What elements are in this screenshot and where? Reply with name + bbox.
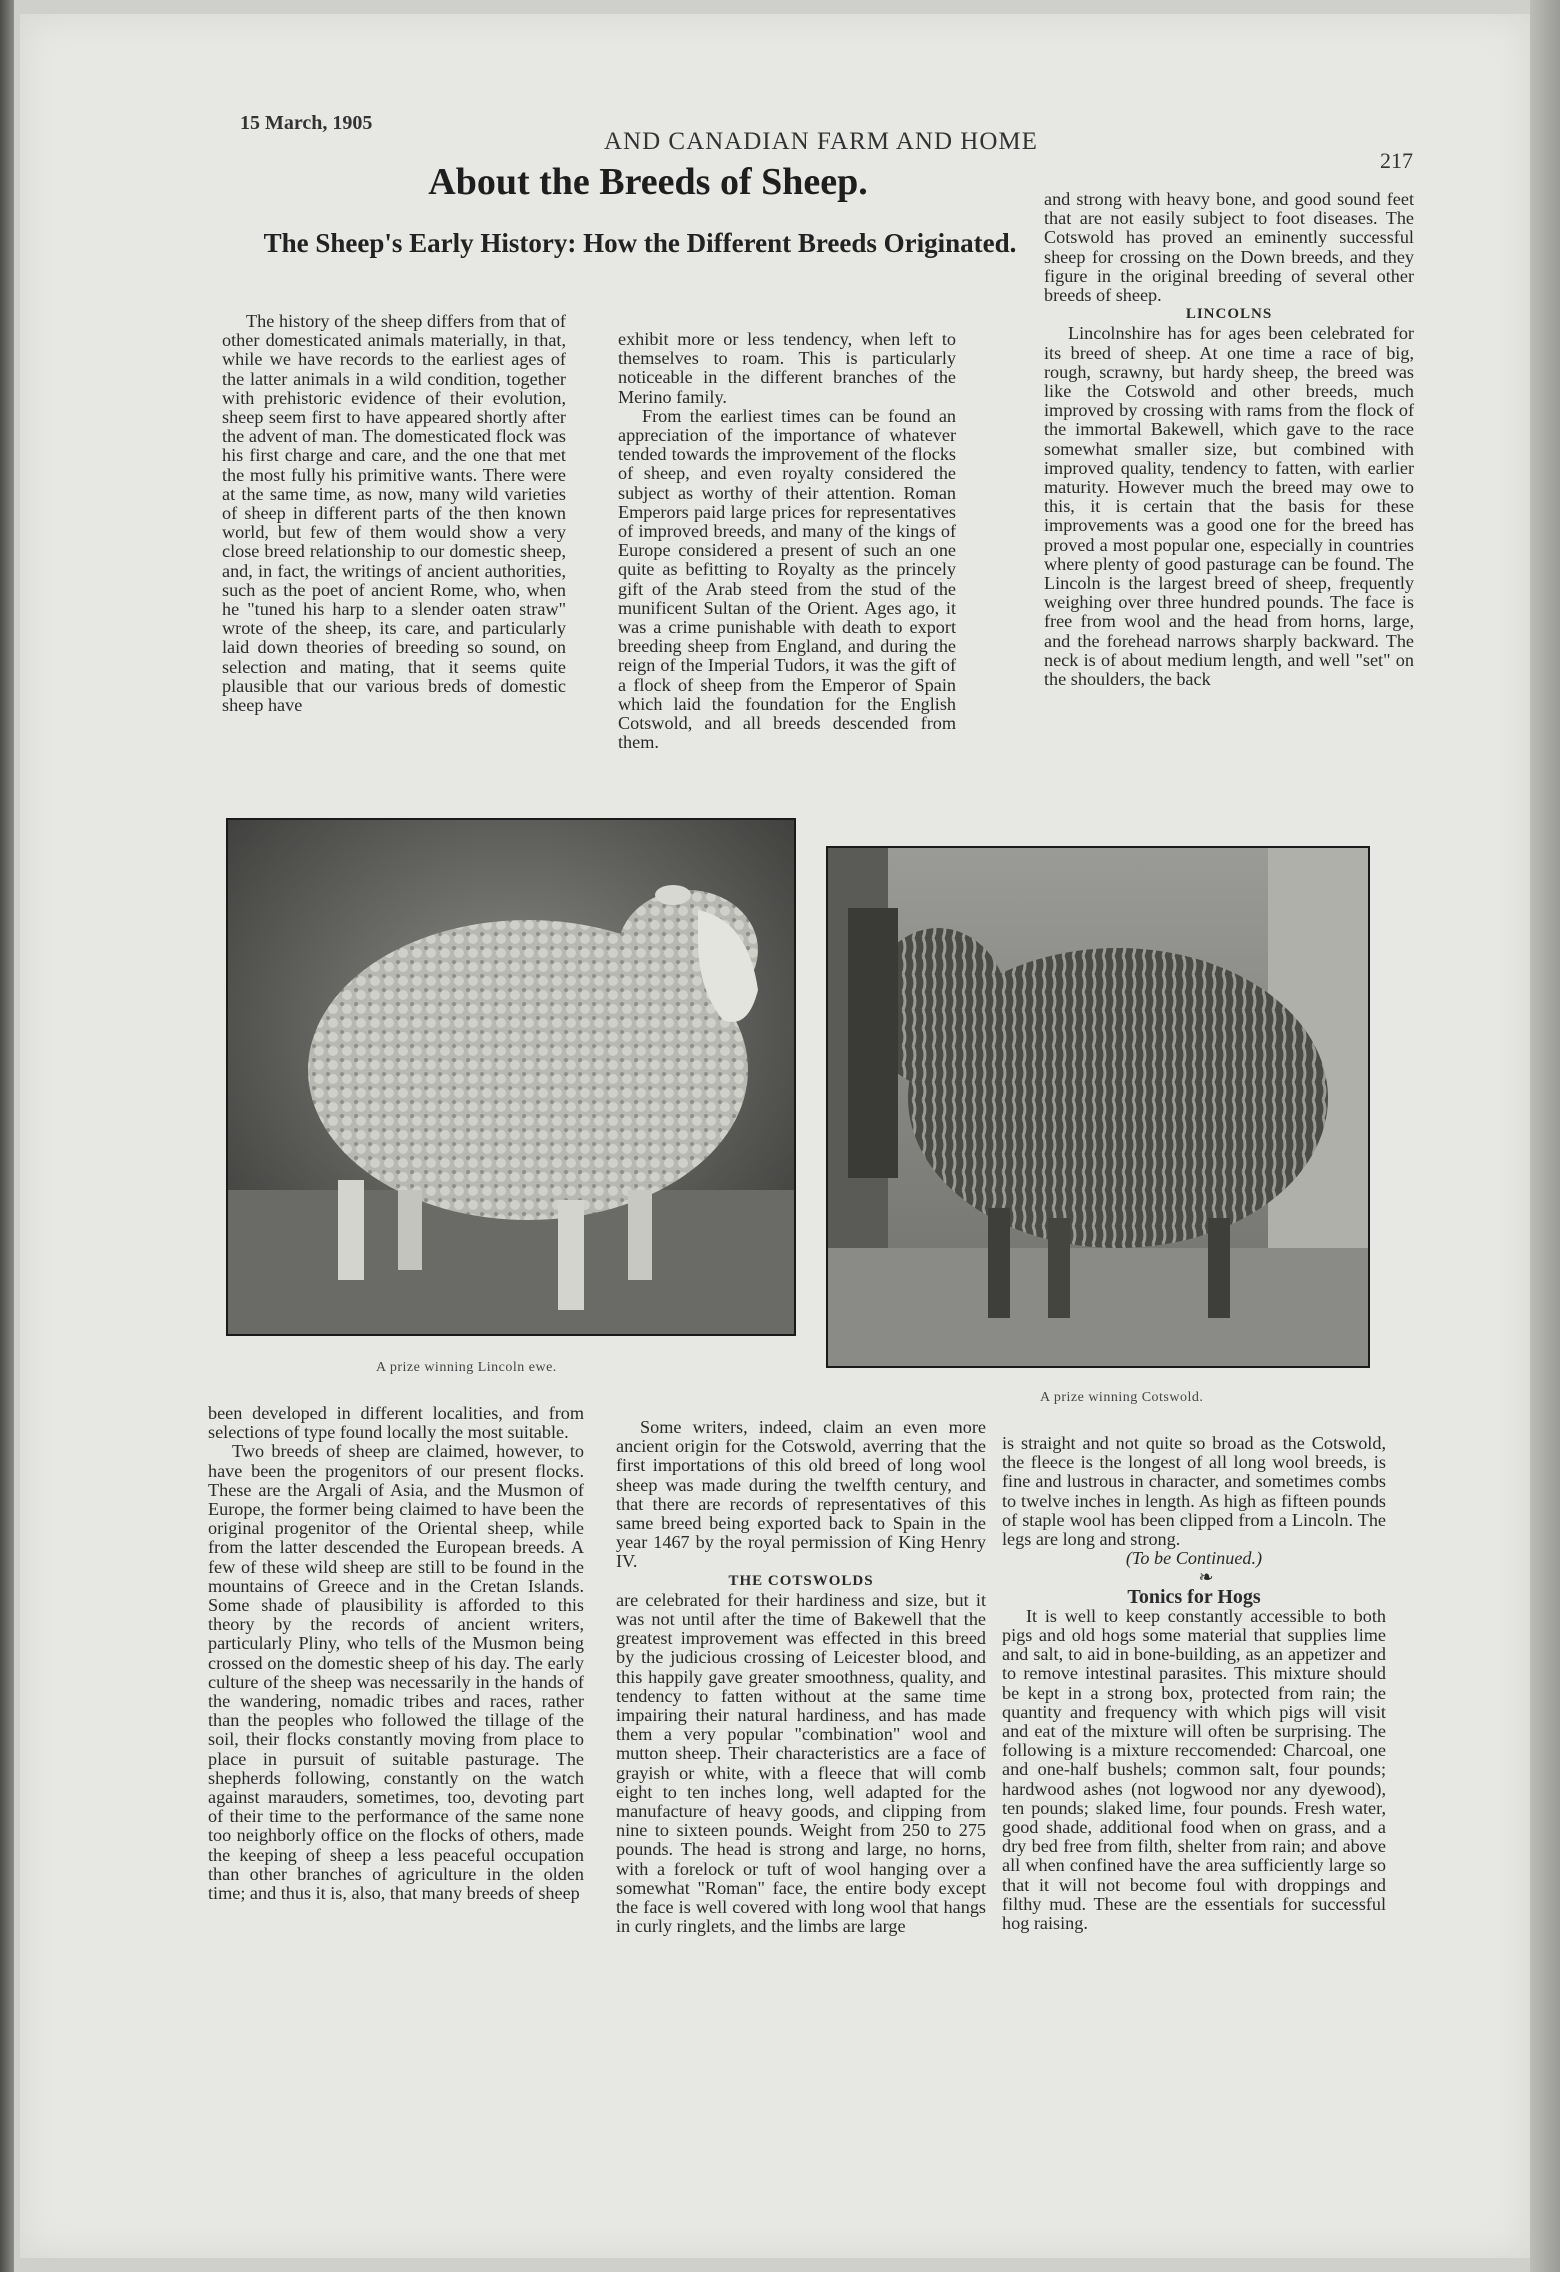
column-1-top bbox=[222, 312, 566, 715]
paragraph: is straight and not quite so broad as the Cotswold, the fleece is the longest of all long wool breeds, is fine and lustrous in character, and sometimes combs to twelve inches in length. As high as fifteen pounds of staple wool has been clipped from a Lincoln. The legs are long and strong. bbox=[1002, 1433, 1386, 1550]
paragraph: It is well to keep constantly accessible to both pigs and old hogs some material that supplies lime and salt, to aid in bone-building, as an appetizer and to remove intestinal parasites. This mixture should be kept in a strong box, protected from rain; the quantity and frequency with which pigs will visit and eat of the mixture will often be surprising. The following is a mixture reccomended: Charcoal, one and one-half bushels; common salt, four pounds; hardwood ashes (not logwood nor any dyewood), ten pounds; slaked lime, four pounds. Fresh water, good shade, additional food when on grass, and a dry bed free from filth, shelter from rain; and above all when confined have the area sufficiently large so that it will not become foul with droppings and filthy mud. These are the essentials for successful hog raising. bbox=[1002, 1605, 1386, 1934]
paragraph: From the earliest times can be found an appreciation of the importance of whatever tended towards the improvement of the flocks of sheep, and even royalty considered the subject as worthy of their attention. Roman Emperors paid large prices for representatives of improved breeds, and many of the kings of Europe considered a present of such an one quite as befitting to Royalty as the princely gift of the Arab steed from the stud of the munificent Sultan of the Orient. Ages ago, it was a crime punishable with death to export breeding sheep from England, and during the reign of the Imperial Tudors, it was the gift of a flock of sheep from the Emperor of Spain which laid the foundation for the English Cotswold, and all breeds descended from them. bbox=[618, 405, 956, 753]
paragraph: are celebrated for their hardiness and size, but it was not until after the time of Bakewell that the greatest improvement was effected in this breed by the judicious crossing of Leicester blood, and this happily gave greater smoothness, quality, and tendency to fatten without at the same time impairing their natural hardiness, and has made them a very popular "combination" wool and mutton sheep. Their characteristics are a face of grayish or white, with a fleece that will comb eight to ten inches long, well adapted for the manufacture of heavy goods, and clipping from nine to sixteen pounds. Weight from 250 to 275 pounds. The head is strong and large, no horns, with a forelock or tuft of wool hanging over a somewhat "Roman" face, the entire body except the face is well covered with long wool that hangs in curly ringlets, and the limbs are large bbox=[616, 1589, 986, 1937]
ornament-icon: ❧ bbox=[1198, 1567, 1214, 1588]
section-heading-lincolns: LINCOLNS bbox=[1185, 306, 1273, 323]
paragraph: been developed in different localities, and from selections of type found locally the most suitable. bbox=[208, 1403, 584, 1443]
page-number: 217 bbox=[1380, 148, 1413, 173]
article-title: About the Breeds of Sheep. bbox=[428, 161, 868, 203]
lincoln-ewe-photo bbox=[226, 818, 796, 1336]
issue-date: 15 March, 1905 bbox=[240, 112, 373, 134]
book-spine bbox=[0, 0, 14, 2272]
paragraph: The history of the sheep differs from that of other domesticated animals materially, in that, while we have records to the earliest ages of the latter animals in a wild condition, together with prehistoric evidence of their evolution, sheep seem first to have appeared shortly after the advent of man. The domesticated flock was his first charge and care, and the one that met the most fully his primitive wants. There were at the same time, as now, many wild varieties of sheep in different parts of the then known world, but few of them would show a very close breed relationship to our domestic sheep, and, in fact, the writings of ancient authorities, such as the poet of ancient Rome, who, when he "tuned his harp to a slender oaten straw" wrote of the sheep, its care, and particularly laid down theories of breeding so sound, on selection and mating, that it seems quite plausible that our various breds of domestic sheep have bbox=[222, 311, 566, 716]
column-1-bottom bbox=[208, 1404, 584, 1903]
paragraph: exhibit more or less tendency, when left to themselves to roam. This is particularly noticeable in the different branches of the Merino family. bbox=[618, 329, 956, 407]
sidebar-article-title: Tonics for Hogs bbox=[1127, 1585, 1261, 1608]
column-2-bottom bbox=[616, 1418, 986, 1936]
column-3-top bbox=[1044, 190, 1414, 689]
caption-cotswold: A prize winning Cotswold. bbox=[1040, 1390, 1204, 1405]
cotswold-photo bbox=[826, 846, 1370, 1368]
article-subtitle: The Sheep's Early History: How the Different Breeds Originated. bbox=[263, 228, 1017, 258]
page-edge bbox=[1530, 0, 1560, 2272]
paragraph: and strong with heavy bone, and good sound feet that are not easily subject to foot diseases. The Cotswold has proved an eminently successful sheep for crossing on the Down breeds, and they figure in the original breeding of several other breeds of sheep. bbox=[1044, 189, 1414, 306]
column-2-top bbox=[618, 330, 956, 752]
paragraph: Lincolnshire has for ages been celebrated for its breed of sheep. At one time a race of big, rough, scrawny, but hardy sheep, the breed was like the Cotswold and other breeds, much improved by crossing with rams from the flock of the immortal Bakewell, which gave to the race somewhat smaller size, but combined with improved quality, tendency to fatten, with earlier maturity. However much the breed may owe to this, it is certain that the basis for these improvements was a good one for the breed has proved a most popular one, especially in countries where plenty of good pasturage can be found. The Lincoln is the largest breed of sheep, frequently weighing over three hundred pounds. The face is free from wool and the head from horns, large, and the forehead narrows sharply backward. The neck is of about medium length, and well "set" on the shoulders, the back bbox=[1044, 323, 1414, 690]
paragraph: Two breeds of sheep are claimed, however, to have been the progenitors of our present flocks. These are the Argali of Asia, and the Musmon of Europe, the former being claimed to have been the original progenitor of the Oriental sheep, while from the latter descended the European breeds. A few of these wild sheep are still to be found in the mountains of Greece and in the Cretan Islands. Some shade of plausibility is afforded to this theory by the records of ancient writers, particularly Pliny, who tells of the Musmon being crossed on the domestic sheep of his day. The early culture of the sheep was necessarily in the hands of the wandering, nomadic tribes and races, rather than the peoples who followed the tillage of the soil, their flocks constantly moving from place to place in pursuit of suitable pasturage. The shepherds following, constantly on the watch against marauders, sometimes, too, devoting part of their time to the performance of the same none too neighborly office on the flocks of others, made the keeping of sheep a less peaceful occupation than other branches of agriculture in the olden time; and thus it is, also, that many breeds of sheep bbox=[208, 1441, 584, 1904]
magazine-title: AND CANADIAN FARM AND HOME bbox=[604, 128, 1038, 155]
column-3-bottom bbox=[1002, 1434, 1386, 1933]
paragraph: Some writers, indeed, claim an even more ancient origin for the Cotswold, averring that the first importations of this old breed of long wool sheep was made during the twelfth century, and that there are records of representatives of this same breed being exported back to Spain in the year 1467 by the royal permission of King Henry IV. bbox=[616, 1417, 986, 1572]
caption-lincoln: A prize winning Lincoln ewe. bbox=[376, 1360, 557, 1375]
section-heading-cotswolds: THE COTSWOLDS bbox=[728, 1572, 874, 1589]
to-be-continued: (To be Continued.) bbox=[1125, 1548, 1263, 1569]
